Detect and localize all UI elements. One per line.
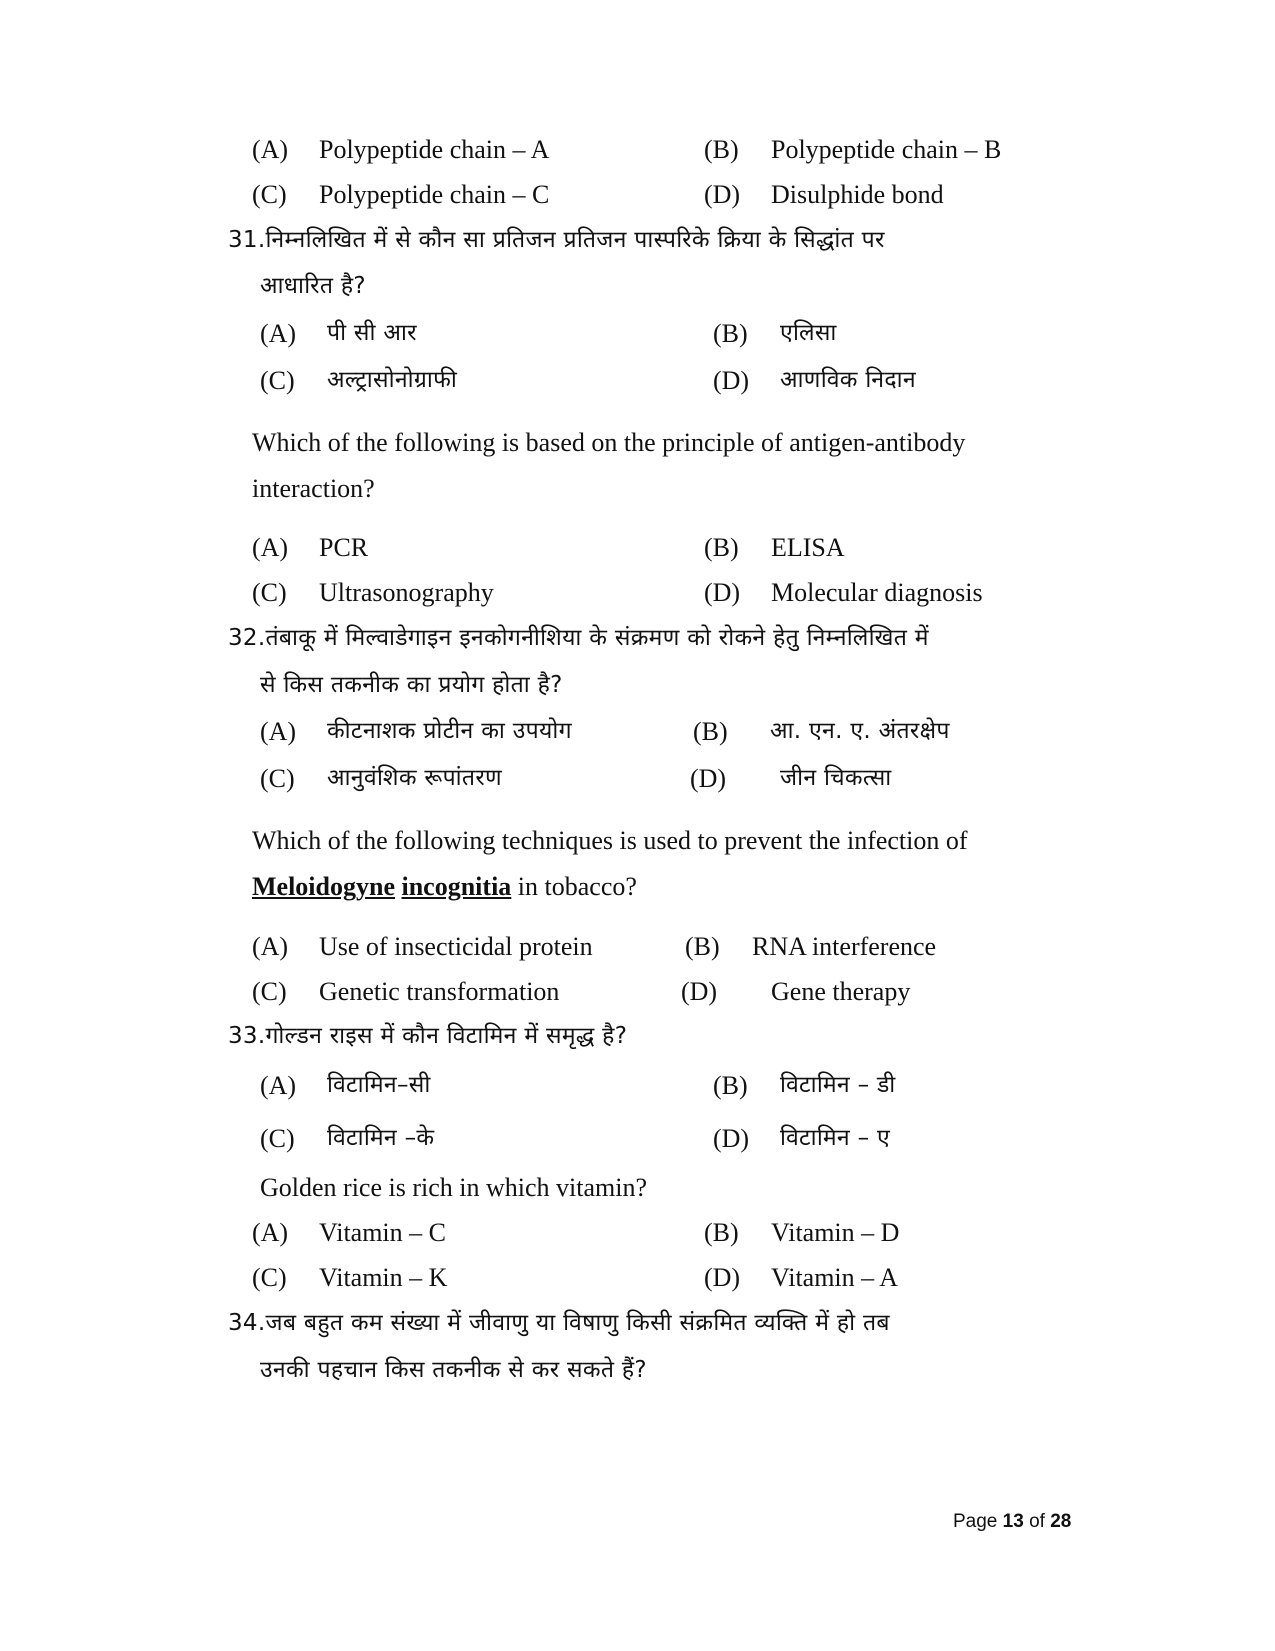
q32-hi-option-a-label: (A) <box>260 717 297 746</box>
q31-hi-option-a-label: (A) <box>260 319 297 348</box>
q31-option-a-text: PCR <box>319 533 369 562</box>
q30-option-d-label: (D) <box>704 180 741 209</box>
q33-option-b-text: Vitamin – D <box>771 1218 900 1247</box>
q31-question-hi-line1: 31.निम्नलिखित में से कौन सा प्रतिजन प्रतिजन पास्परिके क्रिया के सिद्धांत पर <box>228 227 885 253</box>
q33-hi-option-d-label: (D) <box>713 1124 750 1153</box>
page-of-word: of <box>1029 1511 1045 1532</box>
q32-hi-option-c-text: आनुवंशिक रूपांतरण <box>327 765 502 791</box>
q32-question-hi-line2: से किस तकनीक का प्रयोग होता है? <box>260 672 563 698</box>
q31-question-en-line2: interaction? <box>252 474 375 503</box>
q32-option-c-label: (C) <box>252 977 287 1006</box>
q33-hi-option-a-text: विटामिन–सी <box>327 1072 431 1098</box>
q30-option-a-label: (A) <box>252 135 289 164</box>
page-number <box>953 1510 1071 1534</box>
q32-option-a-label: (A) <box>252 932 289 961</box>
q31-hi-option-d-text: आणविक निदान <box>780 367 916 393</box>
q31-option-b-label: (B) <box>704 533 739 562</box>
q32-hi-option-b-text: आ. एन. ए. अंतरक्षेप <box>770 718 950 744</box>
q34-question-hi-line2: उनकी पहचान किस तकनीक से कर सकते हैं? <box>260 1357 647 1383</box>
q33-option-b-label: (B) <box>704 1218 739 1247</box>
page-word: Page <box>953 1511 998 1532</box>
q33-hi-option-a-label: (A) <box>260 1071 297 1100</box>
q32-option-d-label: (D) <box>681 977 718 1006</box>
q32-hi-option-a-text: कीटनाशक प्रोटीन का उपयोग <box>327 718 572 744</box>
q30-option-c-label: (C) <box>252 180 287 209</box>
q32-option-b-label: (B) <box>685 932 720 961</box>
q33-hi-option-b-label: (B) <box>713 1071 748 1100</box>
q33-hi-option-d-text: विटामिन – ए <box>780 1125 891 1151</box>
q33-hi-option-c-label: (C) <box>260 1124 295 1153</box>
q33-option-c-label: (C) <box>252 1263 287 1292</box>
q31-question-en-line1: Which of the following is based on the principle of antigen-antibody <box>252 428 966 457</box>
page-current: 13 <box>1002 1511 1024 1532</box>
q31-hi-option-c-text: अल्ट्रासोनोग्राफी <box>327 367 458 393</box>
q32-hi-option-c-label: (C) <box>260 764 295 793</box>
q32-option-a-text: Use of insecticidal protein <box>319 932 593 961</box>
q32-question-en-line2-rest: in tobacco? <box>511 872 637 901</box>
q31-option-d-text: Molecular diagnosis <box>771 578 983 607</box>
q32-option-d-text: Gene therapy <box>771 977 911 1006</box>
q33-hi-option-b-text: विटामिन – डी <box>780 1072 896 1098</box>
q33-option-a-label: (A) <box>252 1218 289 1247</box>
q30-option-b-text: Polypeptide chain – B <box>771 135 1002 164</box>
q30-option-a-text: Polypeptide chain – A <box>319 135 550 164</box>
species-name-genus: Meloidogyne <box>252 872 395 901</box>
q33-hi-option-c-text: विटामिन –के <box>327 1125 435 1151</box>
q30-option-b-label: (B) <box>704 135 739 164</box>
q34-question-hi-line1: 34.जब बहुत कम संख्या में जीवाणु या विषाणु किसी संक्रमित व्यक्ति में हो तब <box>228 1310 890 1336</box>
q33-option-c-text: Vitamin – K <box>319 1263 448 1292</box>
q31-option-d-label: (D) <box>704 578 741 607</box>
q31-question-hi-line2: आधारित है? <box>260 273 366 299</box>
q32-question-en-line1: Which of the following techniques is used to prevent the infection of <box>252 826 968 855</box>
q33-option-a-text: Vitamin – C <box>319 1218 446 1247</box>
q32-question-hi-line1: 32.तंबाकू में मिल्वाडेगाइन इनकोगनीशिया के संक्रमण को रोकने हेतु निम्नलिखित में <box>228 625 929 651</box>
q32-hi-option-d-label: (D) <box>690 764 727 793</box>
q32-hi-option-d-text: जीन चिकत्सा <box>780 765 892 791</box>
q31-hi-option-b-label: (B) <box>713 319 748 348</box>
q30-option-d-text: Disulphide bond <box>771 180 944 209</box>
page-total: 28 <box>1050 1511 1072 1532</box>
q31-hi-option-d-label: (D) <box>713 366 750 395</box>
q32-option-c-text: Genetic transformation <box>319 977 560 1006</box>
q33-question-en-line1: Golden rice is rich in which vitamin? <box>260 1173 648 1202</box>
q30-option-c-text: Polypeptide chain – C <box>319 180 550 209</box>
q31-option-b-text: ELISA <box>771 533 845 562</box>
q31-hi-option-c-label: (C) <box>260 366 295 395</box>
q31-option-c-label: (C) <box>252 578 287 607</box>
species-name-epithet: incognitia <box>401 872 512 901</box>
q32-option-b-text: RNA interference <box>752 932 937 961</box>
q33-option-d-text: Vitamin – A <box>771 1263 898 1292</box>
q32-question-en-line2 <box>252 872 637 902</box>
q31-hi-option-a-text: पी सी आर <box>327 320 417 346</box>
q33-option-d-label: (D) <box>704 1263 741 1292</box>
q31-option-c-text: Ultrasonography <box>319 578 494 607</box>
q31-option-a-label: (A) <box>252 533 289 562</box>
q32-hi-option-b-label: (B) <box>693 717 728 746</box>
q33-question-hi-line1: 33.गोल्डन राइस में कौन विटामिन में समृद्ध है? <box>228 1023 628 1049</box>
q31-hi-option-b-text: एलिसा <box>780 320 837 346</box>
